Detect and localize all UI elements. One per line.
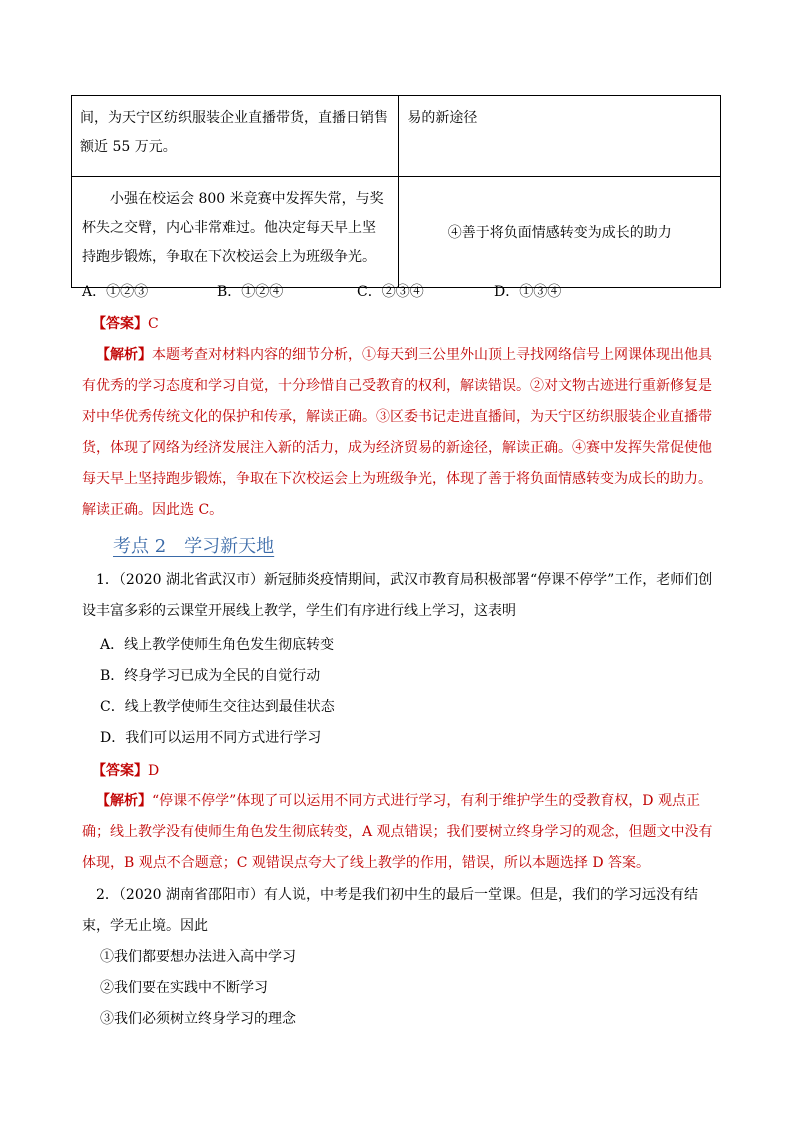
q0-analysis: 【解析】本题考查对材料内容的细节分析，①每天到三公里外山顶上寻找网络信号上网课体现出他具有优秀的学习态度和学习自觉，十分珍惜自己受教育的权利，解读错误。②对文物古迹进行重新修复是对中华优秀传统文化的保护和传承，解读正确。③区委书记走进直播间，为天宁区纺织服装企业直播带货，体现了网络为经济发展注入新的活力，成为经济贸易的新途径，解读正确。④赛中发挥失常促使他每天早上坚持跑步锻炼，争取在下次校运会上为班级争光，体现了善于将负面情感转变为成长的助力。解读正确。因此选 C。 (82, 347, 712, 518)
q2-item-2: ②我们要在实践中不断学习 (100, 980, 268, 996)
table-row (72, 177, 721, 288)
q2-stem: 2．（2020 湖南省邵阳市）有人说，中考是我们初中生的最后一堂课。但是，我们的学习远没有结束，学无止境。因此 (82, 887, 698, 934)
q1-option-b: B．终身学习已成为全民的自觉行动 (100, 668, 321, 684)
material-table (71, 95, 721, 288)
q1-option-a: A．线上教学使师生角色发生彻底转变 (100, 637, 335, 653)
option-a: A．①②③ (82, 284, 149, 300)
table-cell: 间，为天宁区纺织服装企业直播带货，直播日销售额近 55 万元。 (72, 96, 399, 177)
q0-answer: 【答案】C (92, 316, 159, 332)
q1-answer: 【答案】D (92, 763, 160, 779)
q1-option-d: D．我们可以运用不同方式进行学习 (100, 730, 322, 746)
q0-options (82, 281, 722, 301)
q2-item-3: ③我们必须树立终身学习的理念 (100, 1011, 296, 1027)
q1-analysis: 【解析】“停课不停学”体现了可以运用不同方式进行学习，有利于维护学生的受教育权，D 观点正确；线上教学没有使师生角色发生彻底转变，A 观点错误；我们要树立终身学习的观念，但题文中没有体现，B 观点不合题意；C 观错误点夸大了线上教学的作用，错误，所以本题选择 D 答案。 (82, 793, 713, 871)
table-cell: 小强在校运会 800 米竞赛中发挥失常，与奖杯失之交臂，内心非常难过。他决定每天早上坚持跑步锻炼，争取在下次校运会上为班级争光。 (72, 177, 399, 288)
section-heading: 考点 2 学习新天地 (113, 536, 275, 557)
option-d: D．①③④ (494, 284, 562, 300)
table-cell: ④善于将负面情感转变为成长的助力 (399, 177, 721, 288)
option-c: C．②③④ (357, 284, 424, 300)
q2-item-1: ①我们都要想办法进入高中学习 (100, 949, 296, 965)
q1-option-c: C．线上教学使师生交往达到最佳状态 (100, 699, 335, 715)
q1-stem: 1．（2020 湖北省武汉市）新冠肺炎疫情期间，武汉市教育局积极部署“停课不停学”工作，老师们创设丰富多彩的云课堂开展线上教学，学生们有序进行线上学习，这表明 (82, 572, 713, 619)
table-row (72, 96, 721, 177)
option-b: B．①②④ (217, 284, 284, 300)
table-cell: 易的新途径 (399, 96, 721, 177)
